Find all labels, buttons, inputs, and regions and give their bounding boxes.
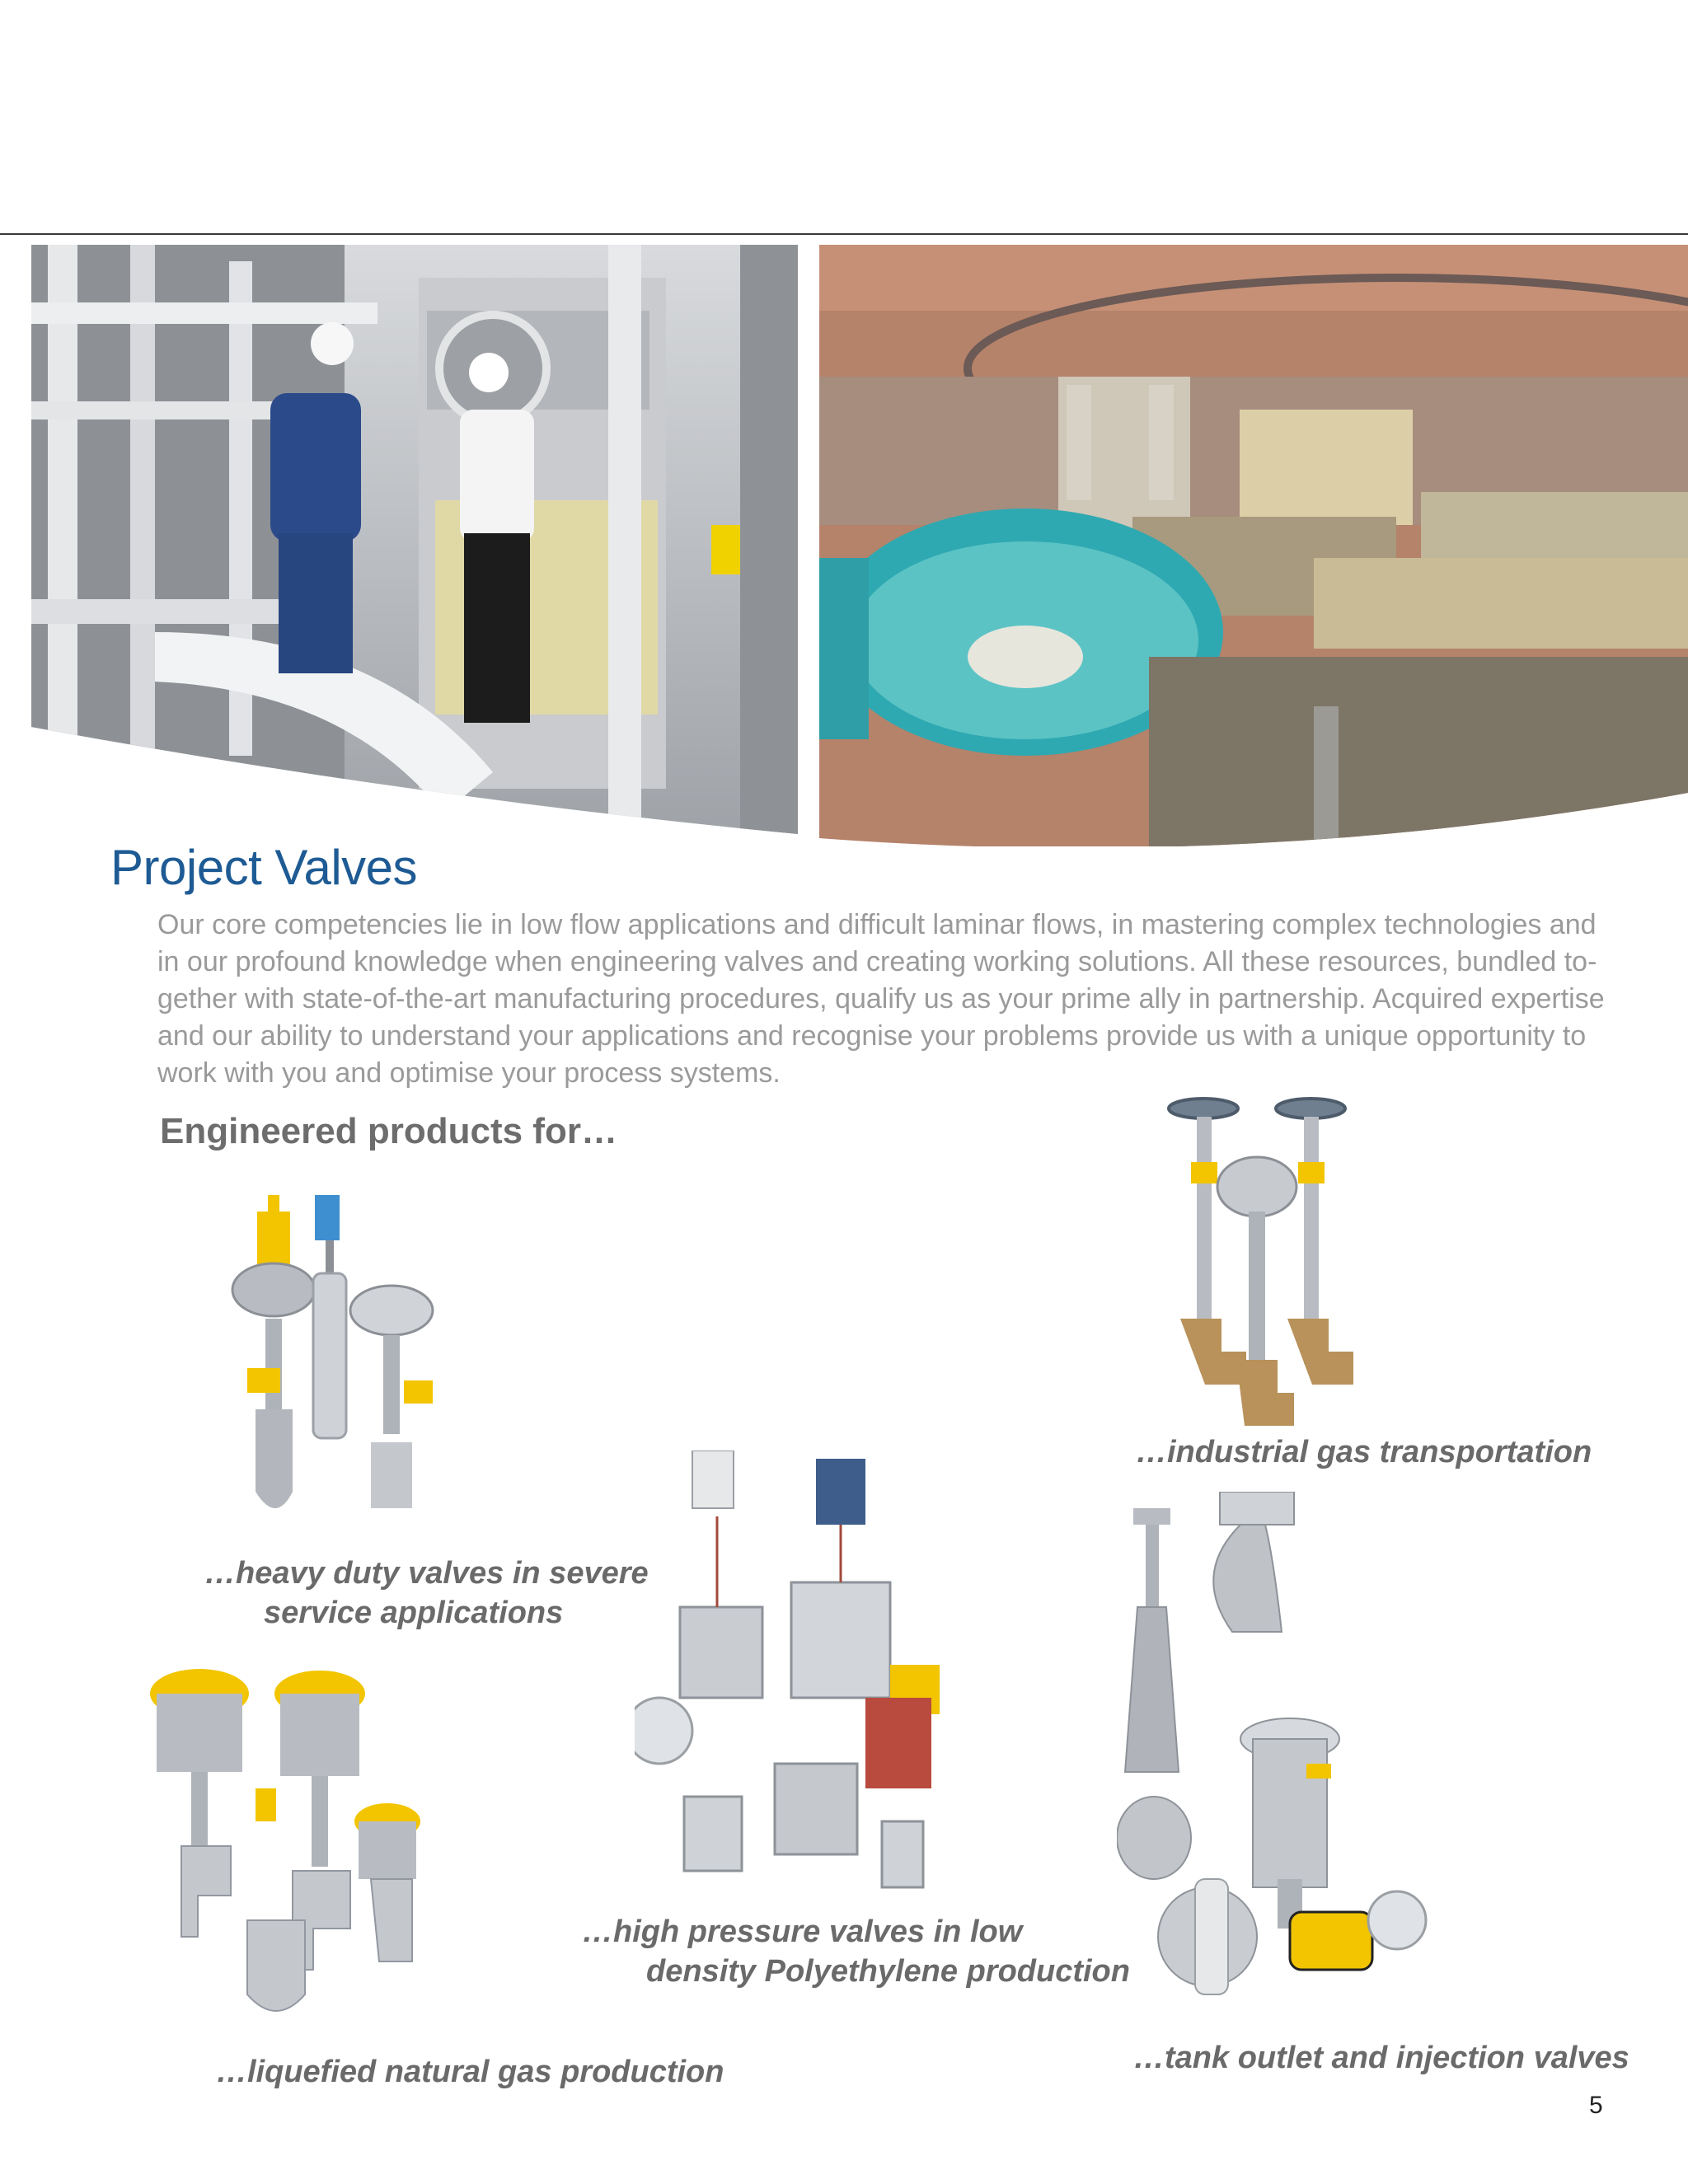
product-image-lng-valves (148, 1657, 429, 2044)
caption-line: …liquefied natural gas production (216, 2055, 724, 2089)
photo-engineers-in-plant (31, 245, 798, 834)
caption-line: service applications (264, 1596, 564, 1630)
caption-tank-outlet (1133, 2038, 1629, 2078)
caption-line: density Polyethylene production (646, 1954, 1130, 1989)
intro-line: work with you and optimise your process systems. (157, 1057, 781, 1089)
intro-paragraph (157, 907, 1605, 1092)
intro-line: and our ability to understand your applications and recognise your problems provide us with a unique opportunity to (157, 1020, 1587, 1052)
caption-high-pressure (582, 1912, 1130, 1991)
caption-line: …industrial gas transportation (1136, 1435, 1592, 1469)
product-image-high-pressure-valves (635, 1451, 964, 1896)
product-image-tank-outlet-valves (1117, 1492, 1438, 2019)
caption-line: …heavy duty valves in severe (204, 1556, 649, 1591)
intro-line: Our core competencies lie in low flow applications and difficult laminar flows, in mastering complex technologies and (157, 909, 1597, 940)
page-title: Project Valves (110, 840, 418, 895)
intro-line: in our profound knowledge when engineering valves and creating working solutions. All these resources, bundled to- (157, 946, 1597, 977)
header-rule (0, 233, 1688, 235)
caption-gas-transportation (1136, 1432, 1592, 1472)
caption-lng (216, 2052, 724, 2092)
page-number: 5 (1589, 2092, 1603, 2119)
caption-line: …tank outlet and injection valves (1133, 2041, 1629, 2075)
caption-heavy-duty (204, 1554, 649, 1633)
product-image-gas-valves (1162, 1088, 1376, 1434)
caption-line: …high pressure valves in low (582, 1915, 1023, 1949)
intro-line: gether with state-of-the-art manufacturing procedures, qualify us as your prime ally in partnership. Acquired expertise (157, 983, 1605, 1015)
subheading: Engineered products for… (160, 1111, 617, 1151)
photo-plant-clarifier (819, 245, 1688, 846)
product-image-heavy-duty-valves (223, 1195, 462, 1525)
